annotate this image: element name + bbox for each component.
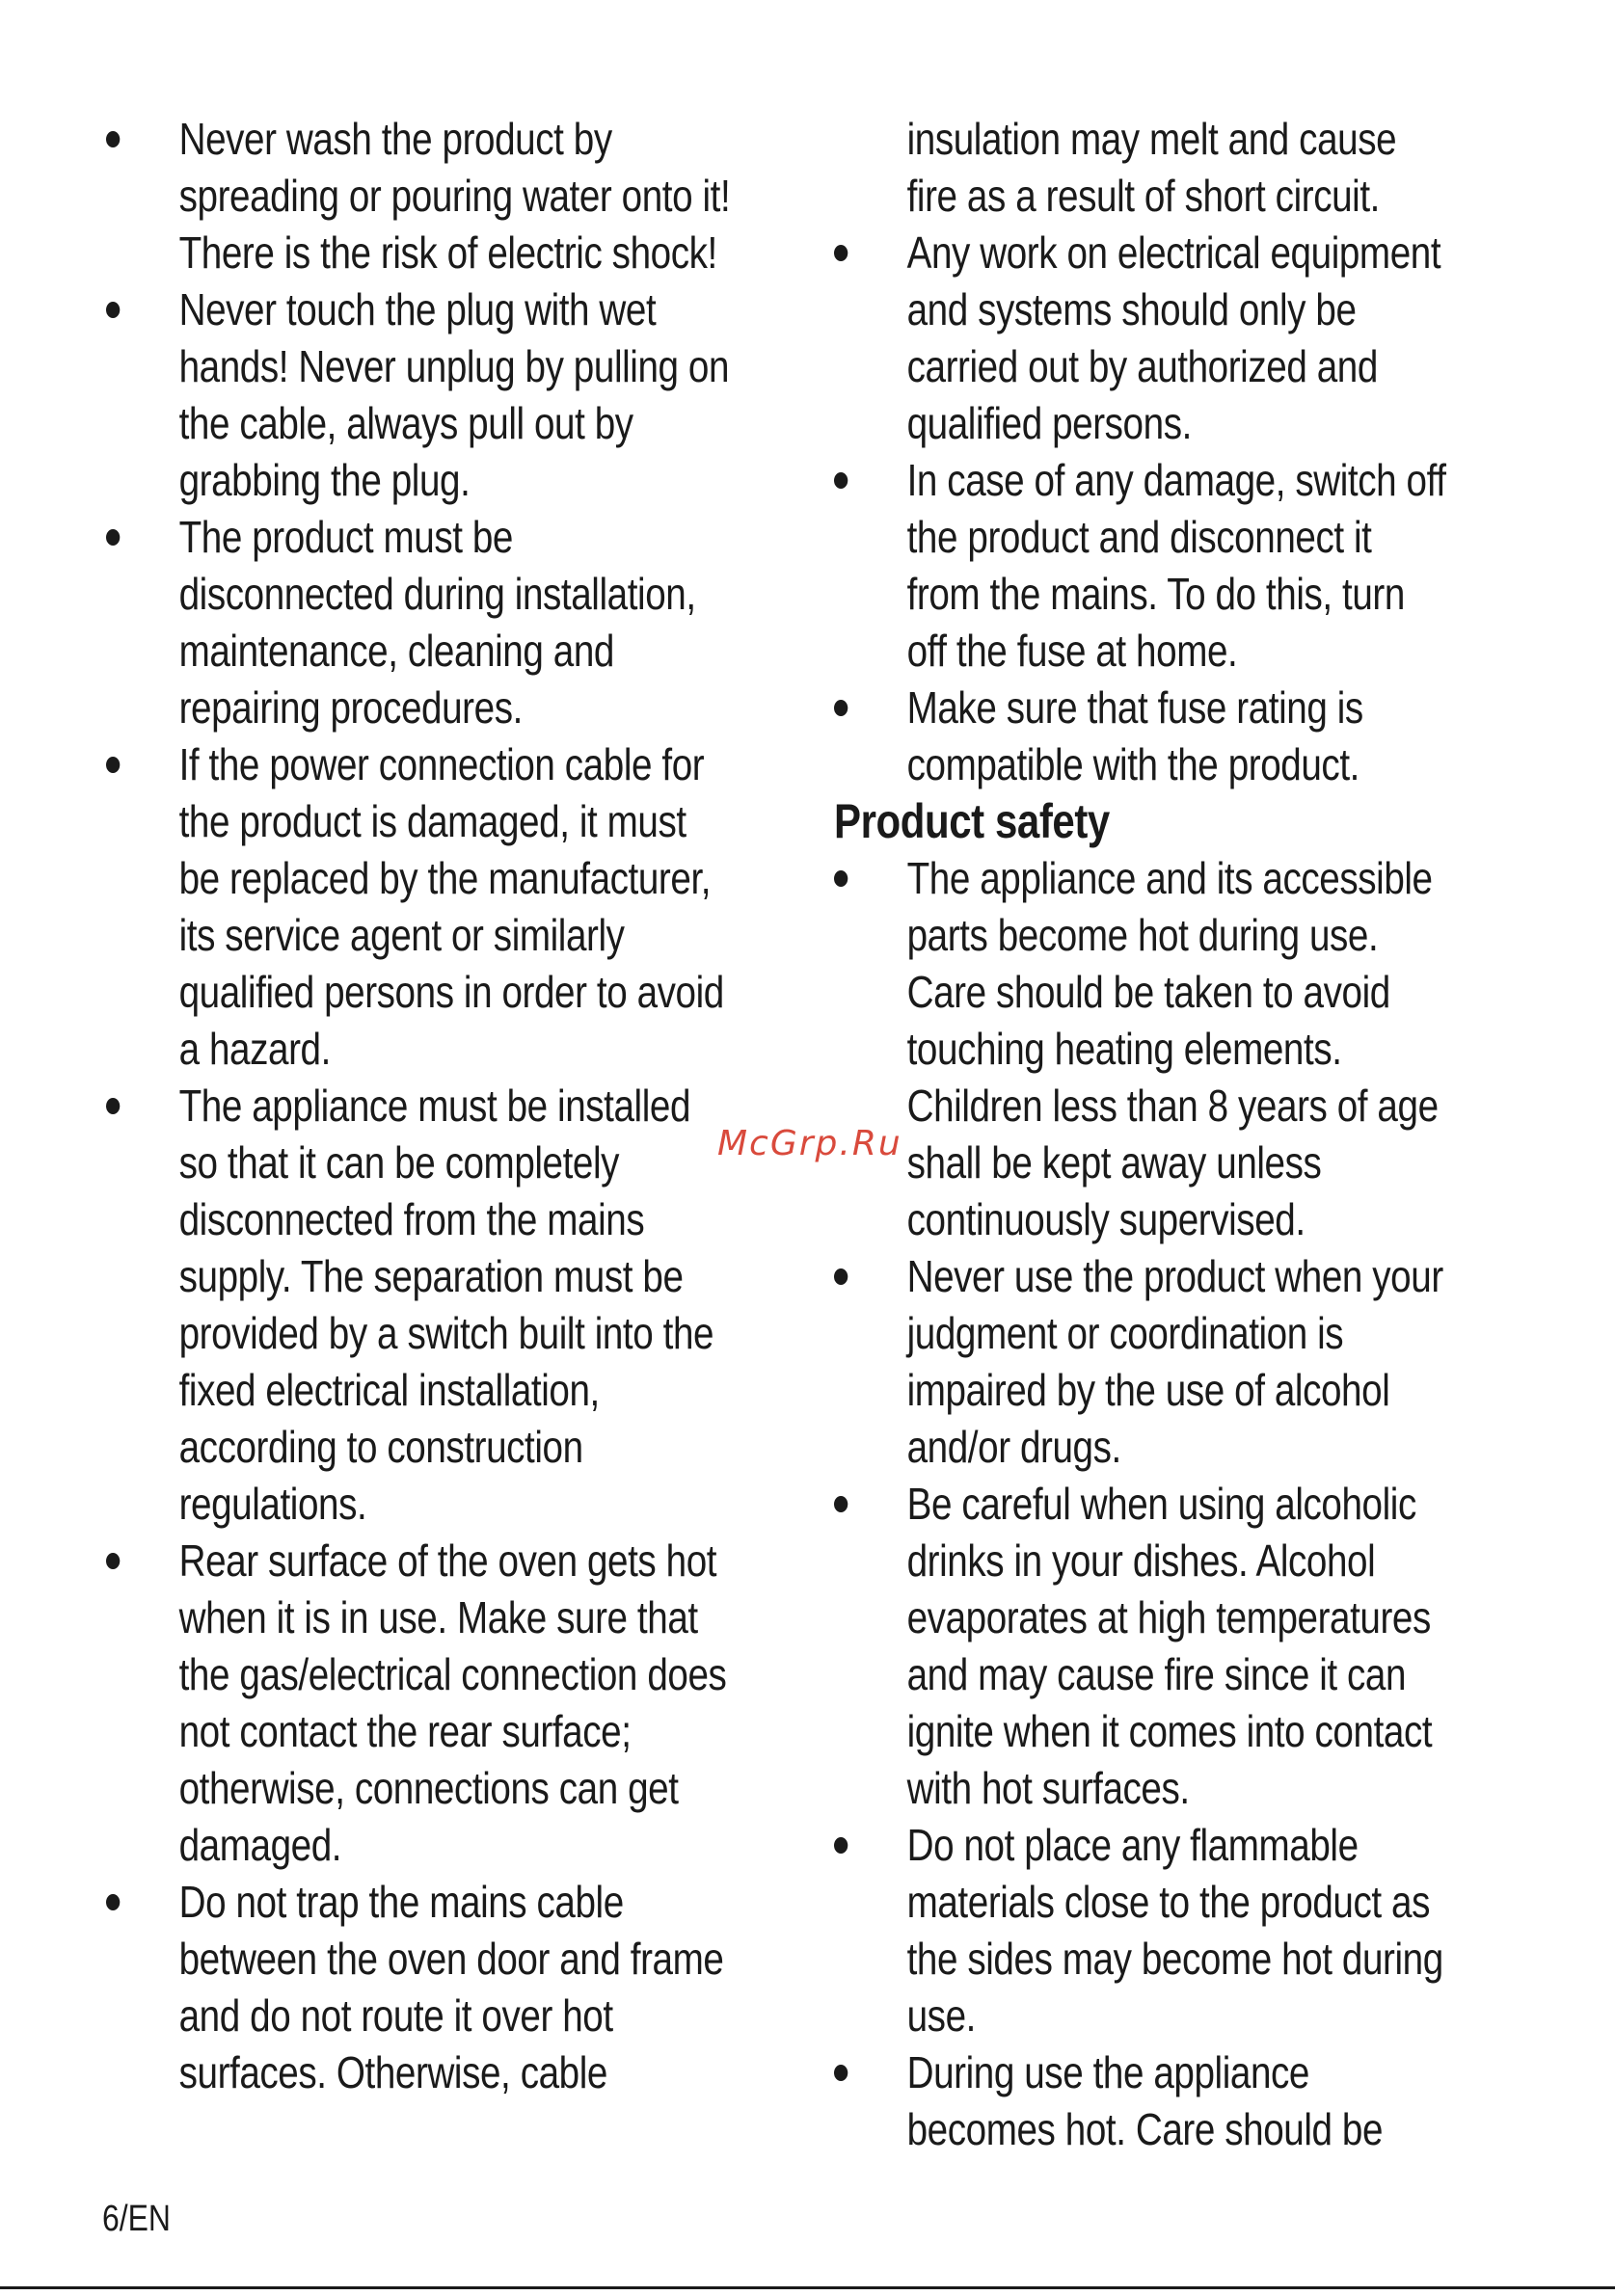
text-line: the product and disconnect it [906, 512, 1372, 562]
text-line: provided by a switch built into the [178, 1308, 714, 1358]
text-line: touching heating elements. [906, 1024, 1342, 1074]
text-line: its service agent or similarly [178, 910, 625, 960]
text-line: qualified persons in order to avoid [178, 967, 724, 1017]
text-line: If the power connection cable for [178, 739, 705, 789]
bottom-rule [0, 2286, 1615, 2289]
text-line: Make sure that fuse rating is [906, 682, 1363, 733]
text-line: off the fuse at home. [906, 626, 1238, 676]
text-line: Rear surface of the oven gets hot [178, 1535, 717, 1586]
text-line: fixed electrical installation, [178, 1365, 600, 1415]
text-line: repairing procedures. [178, 682, 523, 733]
bullet-item [834, 680, 1567, 793]
text-line: so that it can be completely [178, 1137, 620, 1188]
bullet-item [106, 509, 819, 736]
text-line: not contact the rear surface; [178, 1706, 632, 1756]
text-line: the gas/electrical connection does [178, 1649, 727, 1699]
text-line: and do not route it over hot [178, 1990, 613, 2041]
page-number: 6/EN [102, 2199, 171, 2239]
text-line: During use the appliance [906, 2047, 1310, 2097]
text-line: Never wash the product by [178, 114, 612, 164]
bullet-item [834, 1476, 1567, 1817]
text-line: with hot surfaces. [906, 1763, 1190, 1813]
bullet-item [106, 281, 819, 509]
text-line: becomes hot. Care should be [906, 2104, 1384, 2154]
text-line: and may cause fire since it can [906, 1649, 1407, 1699]
text-line: The appliance and its accessible [906, 853, 1433, 903]
text-line: disconnected during installation, [178, 569, 696, 619]
text-line: surfaces. Otherwise, cable [178, 2047, 607, 2097]
text-line: between the oven door and frame [178, 1934, 724, 1984]
bullet-item [834, 2044, 1567, 2158]
text-line: In case of any damage, switch off [906, 455, 1446, 505]
bullet-item [834, 452, 1567, 680]
text-line: The appliance must be installed [178, 1081, 691, 1131]
text-line: grabbing the plug. [178, 455, 471, 505]
text-line: spreading or pouring water onto it! [178, 171, 731, 221]
section-heading-product-safety: Product safety [834, 794, 1110, 848]
text-line: from the mains. To do this, turn [906, 569, 1405, 619]
text-line: There is the risk of electric shock! [178, 227, 717, 278]
text-line: shall be kept away unless [906, 1137, 1322, 1188]
text-line: disconnected from the mains [178, 1194, 645, 1244]
text-line: Do not trap the mains cable [178, 1877, 624, 1927]
bullet-item [106, 1874, 819, 2101]
text-line: Care should be taken to avoid [906, 967, 1390, 1017]
text-line: and/or drugs. [906, 1422, 1121, 1472]
text-line: the cable, always pull out by [178, 398, 633, 448]
bullet-item [834, 1817, 1567, 2044]
text-line: ignite when it comes into contact [906, 1706, 1433, 1756]
text-line: insulation may melt and cause [906, 114, 1397, 164]
watermark-text: McGrp.Ru [717, 1124, 902, 1163]
text-line: hands! Never unplug by pulling on [178, 341, 730, 391]
text-line: carried out by authorized and [906, 341, 1378, 391]
text-line: qualified persons. [906, 398, 1192, 448]
right-bullet-list-upper [834, 225, 1567, 793]
text-line: a hazard. [178, 1024, 331, 1074]
left-column [106, 111, 820, 2101]
continued-text [834, 111, 1567, 225]
text-line: Do not place any flammable [906, 1820, 1359, 1870]
text-line: impaired by the use of alcohol [906, 1365, 1390, 1415]
text-line: Children less than 8 years of age [906, 1081, 1439, 1131]
text-line: maintenance, cleaning and [178, 626, 614, 676]
text-line: and systems should only be [906, 284, 1357, 334]
text-line: damaged. [178, 1820, 342, 1870]
text-line: evaporates at high temperatures [906, 1592, 1431, 1642]
text-line: according to construction [178, 1422, 583, 1472]
bullet-item [106, 736, 819, 1078]
right-column [834, 111, 1567, 2158]
bullet-item [106, 1533, 819, 1874]
text-line: parts become hot during use. [906, 910, 1379, 960]
text-line: the sides may become hot during [906, 1934, 1443, 1984]
bullet-item [834, 225, 1567, 452]
text-line: drinks in your dishes. Alcohol [906, 1535, 1376, 1586]
text-line: otherwise, connections can get [178, 1763, 679, 1813]
bullet-item [106, 111, 819, 281]
text-line: Be careful when using alcoholic [906, 1479, 1416, 1529]
text-line: regulations. [178, 1479, 367, 1529]
product-safety-bullet-list [834, 850, 1567, 2158]
text-line: when it is in use. Make sure that [178, 1592, 698, 1642]
text-line: use. [906, 1990, 976, 2041]
text-line: continuously supervised. [906, 1194, 1305, 1244]
text-line: Never touch the plug with wet [178, 284, 657, 334]
bullet-item [106, 1078, 819, 1533]
text-line: Any work on electrical equipment [906, 227, 1441, 278]
text-line: fire as a result of short circuit. [906, 171, 1380, 221]
bullet-item [834, 850, 1567, 1248]
text-line: Never use the product when your [906, 1251, 1443, 1301]
text-line: compatible with the product. [906, 739, 1359, 789]
text-line: be replaced by the manufacturer, [178, 853, 712, 903]
text-line: the product is damaged, it must [178, 796, 686, 846]
bullet-item [834, 1248, 1567, 1476]
left-bullet-list [106, 111, 819, 2101]
text-line: judgment or coordination is [906, 1308, 1344, 1358]
text-line: The product must be [178, 512, 514, 562]
text-line: supply. The separation must be [178, 1251, 684, 1301]
text-line: materials close to the product as [906, 1877, 1431, 1927]
